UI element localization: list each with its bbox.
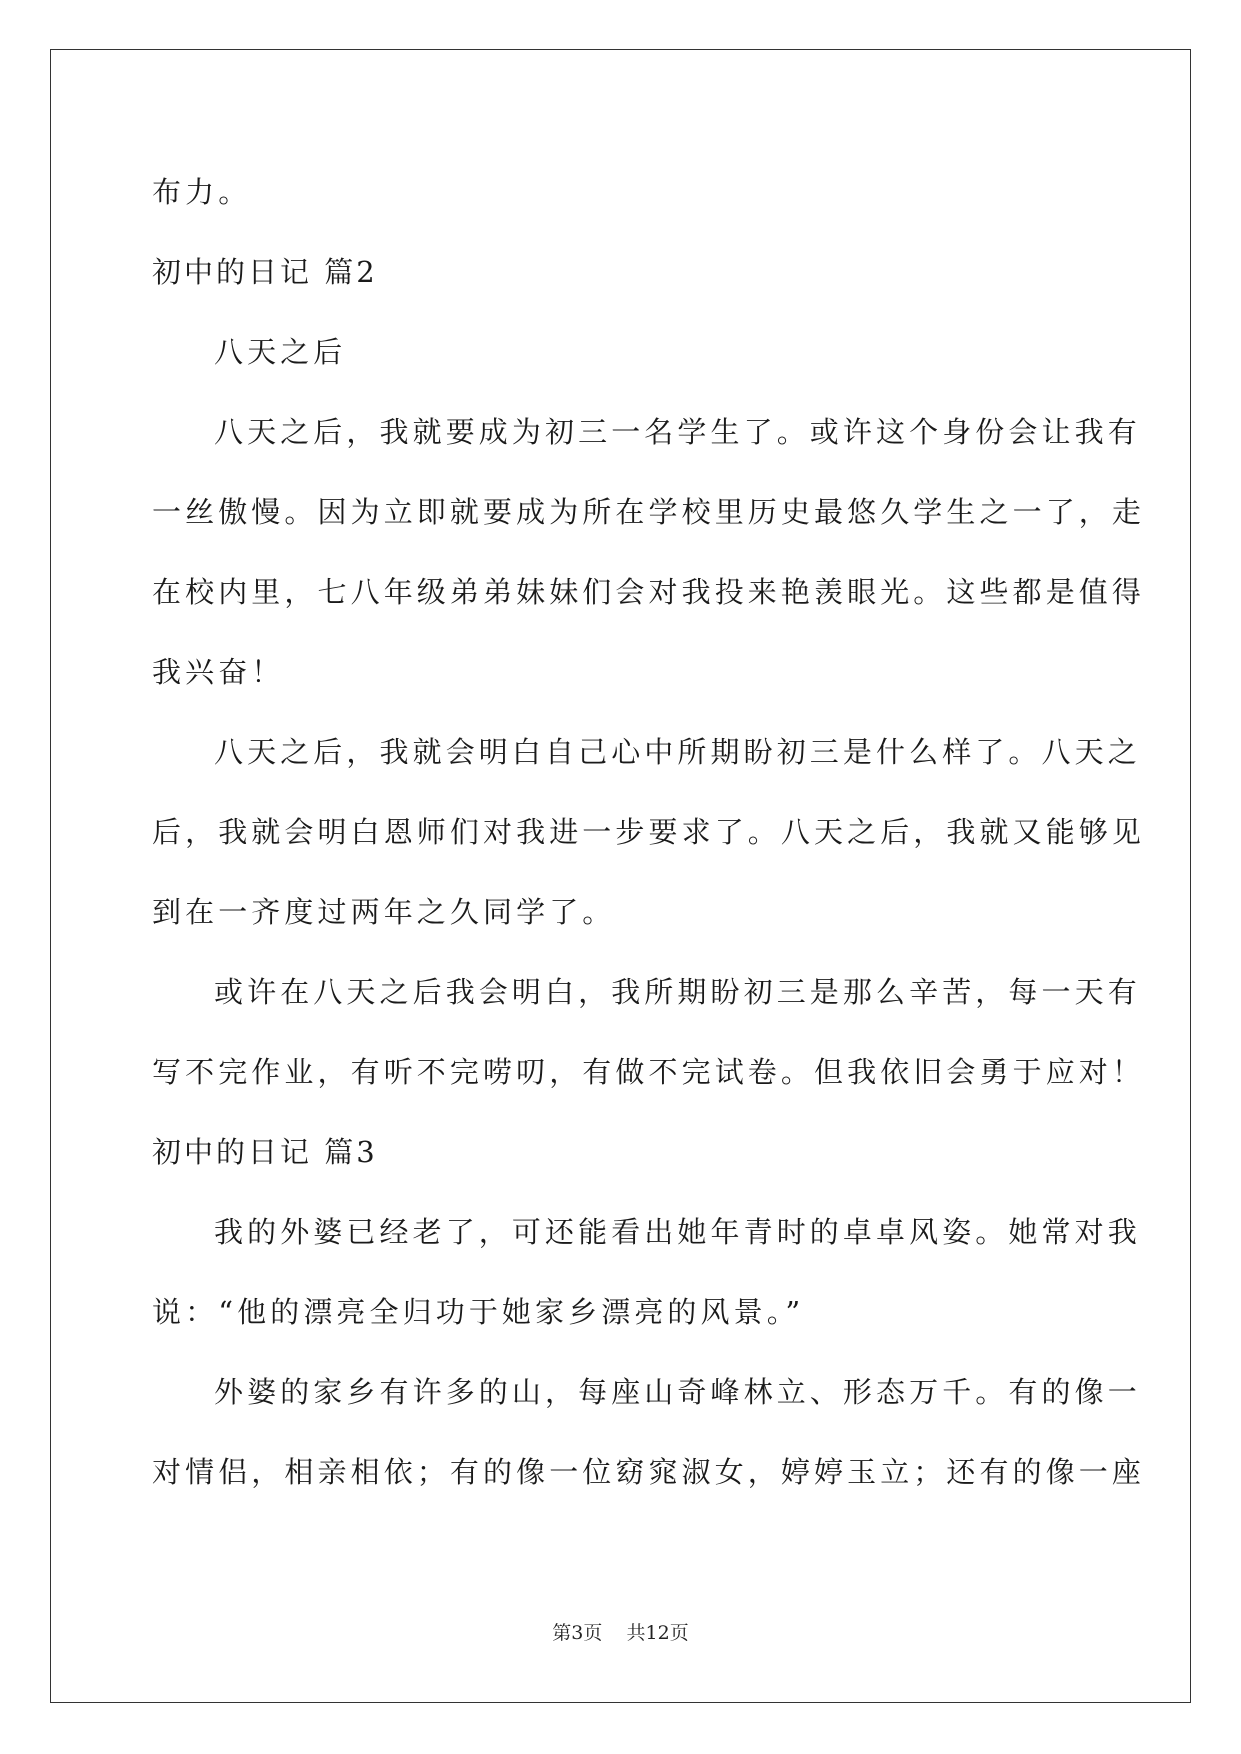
text-line: 后，我就会明白恩师们对我进一步要求了。八天之后，我就又能够见 — [152, 815, 1146, 849]
text-line: 写不完作业，有听不完唠叨，有做不完试卷。但我依旧会勇于应对！ — [152, 1055, 1146, 1089]
text-line: 对情侣，相亲相依；有的像一位窈窕淑女，婷婷玉立；还有的像一座 — [152, 1455, 1146, 1489]
text-line: 在校内里，七八年级弟弟妹妹们会对我投来艳羡眼光。这些都是值得 — [152, 575, 1146, 609]
text-line: 外婆的家乡有许多的山，每座山奇峰林立、形态万千。有的像一 — [214, 1375, 1141, 1409]
text-line: 布力。 — [152, 175, 252, 209]
page-footer — [0, 1620, 1241, 1646]
page-number: 第3页 — [552, 1622, 603, 1644]
text-line: 一丝傲慢。因为立即就要成为所在学校里历史最悠久学生之一了，走 — [152, 495, 1146, 529]
page-total: 共12页 — [626, 1622, 689, 1644]
text-line: 我兴奋！ — [152, 655, 285, 689]
text-line: 我的外婆已经老了，可还能看出她年青时的卓卓风姿。她常对我 — [214, 1215, 1141, 1249]
section-heading: 初中的日记 篇2 — [152, 255, 378, 289]
text-line: 八天之后，我就要成为初三一名学生了。或许这个身份会让我有 — [214, 415, 1141, 449]
text-line: 或许在八天之后我会明白，我所期盼初三是那么辛苦，每一天有 — [214, 975, 1141, 1009]
section-heading: 初中的日记 篇3 — [152, 1135, 378, 1169]
text-line: 八天之后，我就会明白自己心中所期盼初三是什么样了。八天之 — [214, 735, 1141, 769]
text-line: 到在一齐度过两年之久同学了。 — [152, 895, 616, 929]
article-title: 八天之后 — [214, 335, 347, 369]
text-line: 说：“他的漂亮全归功于她家乡漂亮的风景。” — [152, 1295, 805, 1329]
